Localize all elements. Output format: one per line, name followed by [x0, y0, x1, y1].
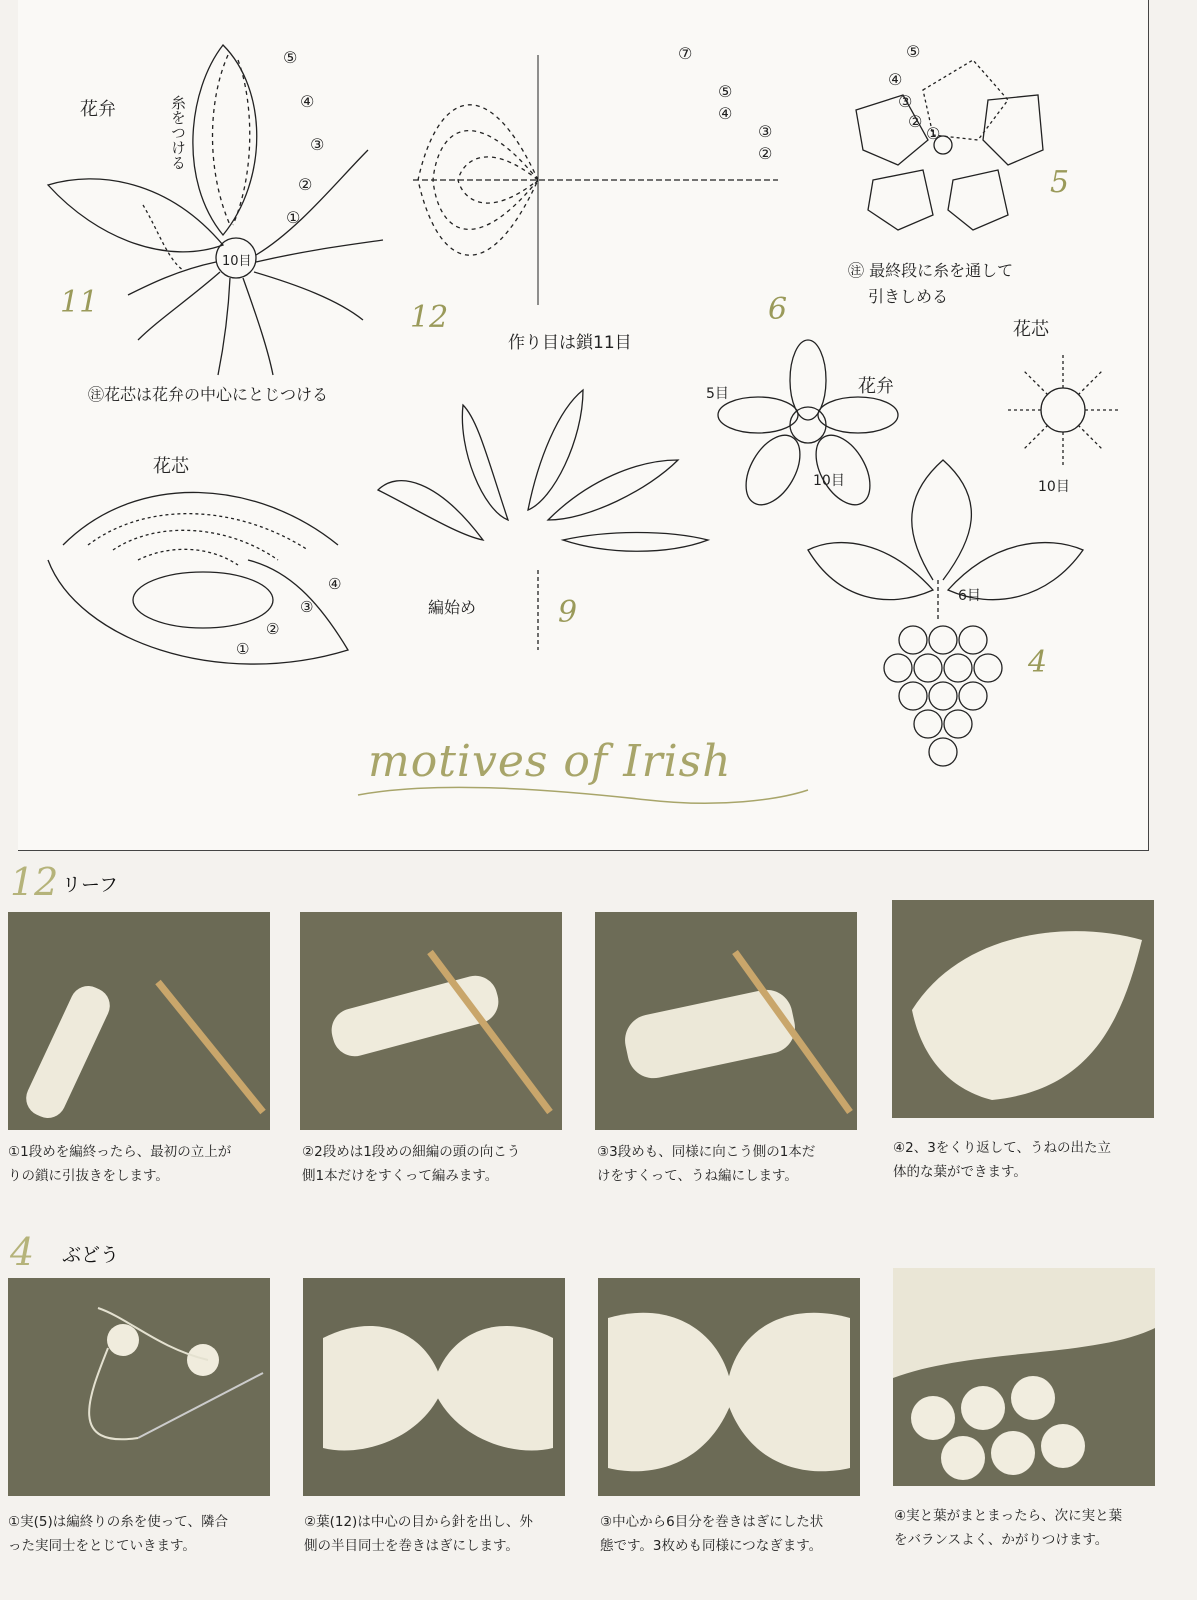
- caption-line: った実同士をとじていきます。: [8, 1538, 196, 1554]
- motif11-row-mark: ②: [298, 175, 313, 194]
- motif11-number: 11: [60, 285, 99, 320]
- motif5-number: 5: [1050, 165, 1070, 200]
- leaf-step-caption-4: [893, 1136, 1168, 1184]
- motif5-row-mark: ④: [888, 70, 903, 89]
- caption-line: 態です。3枚めも同様につなぎます。: [600, 1538, 823, 1554]
- caption-line: ③中心から6目分を巻きはぎにした状: [600, 1514, 824, 1530]
- motif12-row-mark: ③: [758, 122, 773, 141]
- core-a-row-mark: ④: [328, 575, 342, 593]
- caption-line: 体的な葉ができます。: [893, 1164, 1027, 1180]
- motif11-row-mark: ③: [310, 135, 325, 154]
- motif11-leaf-left: [48, 179, 223, 252]
- caption-line: けをすくって、うね編にします。: [597, 1168, 798, 1184]
- leaf-step-caption-3: [597, 1140, 872, 1188]
- caption-line: ②葉(12)は中心の目から針を出し、外: [304, 1514, 533, 1530]
- banner-title: motives of Irish: [368, 736, 732, 787]
- motif9-start-label: 編始め: [428, 598, 477, 617]
- leaf-step-photo-4: [892, 900, 1154, 1118]
- core-a-row-mark: ②: [266, 620, 280, 638]
- motif12-row-mark: ⑦: [678, 44, 693, 63]
- caption-line: りの鎖に引抜きをします。: [8, 1168, 169, 1184]
- caption-line: ①実(5)は編終りの糸を使って、隣合: [8, 1514, 228, 1530]
- motif5-row-mark: ③: [898, 92, 913, 111]
- caption-line: ①1段めを編終ったら、最初の立上が: [8, 1144, 232, 1160]
- grape-step-caption-2: [304, 1510, 579, 1558]
- motif11-tie-label: 糸をつける: [169, 95, 187, 170]
- core-a-label: 花芯: [153, 456, 189, 477]
- motif6-count-10: 10目: [813, 473, 845, 489]
- motif11-center-count: 10目: [222, 254, 252, 269]
- motif6-flower: [718, 340, 898, 514]
- motif11-note: ㊟花芯は花弁の中心にとじつける: [88, 385, 329, 404]
- motif11-row-mark: ④: [300, 92, 315, 111]
- grape-step-caption-4: [894, 1504, 1169, 1552]
- motif12-row-mark: ②: [758, 144, 773, 163]
- motif4-top-leaf: [912, 460, 972, 580]
- caption-line: をバランスよく、かがりつけます。: [894, 1532, 1109, 1548]
- core-a-row-mark: ①: [236, 640, 250, 658]
- motif6-number: 6: [768, 292, 788, 327]
- motif5-note-line1: ㊟ 最終段に糸を通して: [848, 261, 1014, 280]
- motif6-count-5: 5目: [706, 386, 729, 402]
- core-b-count: 10目: [1038, 479, 1070, 495]
- grape-step-photo-2: [303, 1278, 565, 1496]
- grape-step-photo-3: [598, 1278, 860, 1496]
- core-b-label: 花芯: [1013, 319, 1049, 340]
- motif12-foundation-note: 作り目は鎖11目: [508, 333, 632, 353]
- leaf-section-title: リーフ: [62, 874, 119, 896]
- grape-section-title: ぶどう: [62, 1244, 120, 1266]
- diagram-panel: [18, 0, 1149, 851]
- motif5-row-mark: ②: [908, 112, 923, 131]
- leaf-section-number: 12: [10, 860, 59, 904]
- leaf-step-caption-1: [8, 1140, 283, 1188]
- motif12-number: 12: [410, 300, 449, 335]
- caption-line: 側の半目同士を巻きはぎにします。: [304, 1538, 519, 1554]
- motif11-petal-label: 花弁: [80, 99, 116, 120]
- motif12-row-mark: ④: [718, 104, 733, 123]
- motif11-row-mark: ⑤: [283, 48, 298, 67]
- motif11-row-mark: ①: [286, 208, 301, 227]
- motives-banner: [348, 728, 828, 808]
- grape-step-photo-4: [893, 1268, 1155, 1486]
- motif4-berries: [884, 626, 1002, 766]
- motif11-petal-outline: [193, 45, 257, 235]
- grape-step-photo-1: [8, 1278, 270, 1496]
- leaf-step-photo-1: [8, 912, 270, 1130]
- caption-line: ②2段めは1段めの細編の頭の向こう: [302, 1144, 521, 1160]
- leaf-step-caption-2: [302, 1140, 577, 1188]
- caption-line: ③3段めも、同様に向こう側の1本だ: [597, 1144, 816, 1160]
- motif4-number: 4: [1028, 645, 1048, 680]
- grape-step-caption-3: [600, 1510, 875, 1558]
- motif5-row-mark: ⑤: [906, 42, 921, 61]
- grape-step-caption-1: [8, 1510, 283, 1558]
- leaf-step-photo-2: [300, 912, 562, 1130]
- motif9-number: 9: [558, 595, 578, 630]
- motif4-count: 6目: [958, 588, 981, 604]
- motif12-row-mark: ⑤: [718, 82, 733, 101]
- grape-section-number: 4: [10, 1230, 35, 1274]
- caption-line: ④実と葉がまとまったら、次に実と葉: [894, 1508, 1123, 1524]
- caption-line: 側1本だけをすくって編みます。: [302, 1168, 499, 1184]
- core-a-row-mark: ③: [300, 598, 314, 616]
- motif5-note-line2: 引きしめる: [868, 287, 949, 306]
- motif5-row-mark: ①: [926, 124, 941, 143]
- motif6-petal-label: 花弁: [858, 376, 894, 397]
- leaf-step-photo-3: [595, 912, 857, 1130]
- caption-line: ④2、3をくり返して、うねの出た立: [893, 1140, 1112, 1156]
